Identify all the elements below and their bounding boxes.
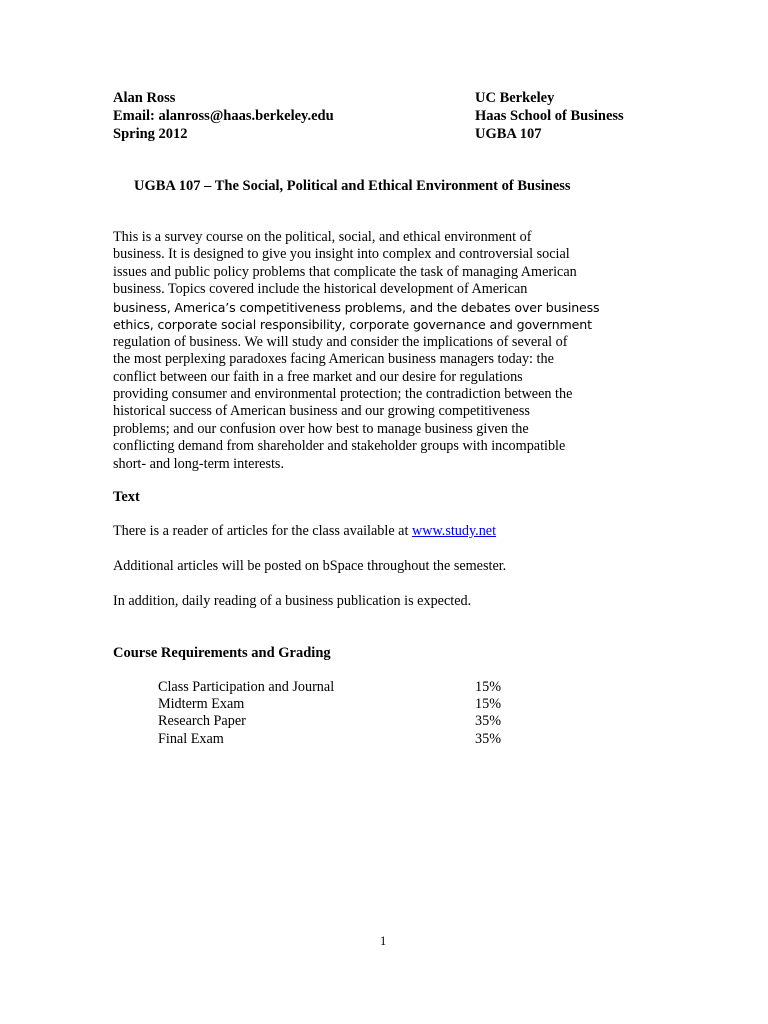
school: Haas School of Business: [475, 108, 624, 124]
text-heading: Text: [113, 489, 140, 505]
reader-sentence: [113, 523, 496, 540]
description-line: ethics, corporate social responsibility, corporate governance and government: [113, 317, 592, 333]
author-name: Alan Ross: [113, 90, 176, 106]
grading-item-label: Research Paper: [158, 713, 246, 729]
description-line: conflicting demand from shareholder and stakeholder groups with incompatible: [113, 438, 566, 455]
grading-item-percent: 35%: [475, 713, 502, 729]
description-line: This is a survey course on the political, social, and ethical environment of: [113, 229, 532, 245]
grading-item-label: Final Exam: [158, 731, 224, 747]
page-number: 1: [380, 934, 387, 948]
term: Spring 2012: [113, 126, 188, 142]
description-line: business. Topics covered include the historical development of American: [113, 281, 528, 298]
description-line: issues and public policy problems that complicate the task of managing American: [113, 263, 577, 280]
grading-row: [158, 696, 502, 713]
reader-text: There is a reader of articles for the class available at: [113, 523, 412, 539]
grading-item-label: Midterm Exam: [158, 696, 245, 712]
study-net-link[interactable]: www.study.net: [411, 523, 497, 539]
grading-row: [158, 731, 502, 748]
daily-reading-note: In addition, daily reading of a business publication is expected.: [113, 593, 472, 609]
description-line: regulation of business. We will study and consider the implications of several of: [113, 333, 568, 350]
grading-item-percent: 15%: [475, 679, 502, 695]
description-line: problems; and our confusion over how best to manage business given the: [113, 420, 529, 437]
grading-row: [158, 679, 502, 696]
description-line: providing consumer and environmental protection; the contradiction between the: [113, 385, 573, 402]
author-email: Email: alanross@haas.berkeley.edu: [113, 108, 334, 124]
description-line: short- and long-term interests.: [113, 455, 284, 472]
description-line: business, America’s competitiveness problems, and the debates over business: [113, 299, 600, 315]
grading-item-label: Class Participation and Journal: [158, 679, 335, 695]
course-title: UGBA 107 – The Social, Political and Ethical Environment of Business: [134, 178, 571, 194]
grading-row: [158, 713, 502, 730]
description-line: conflict between our faith in a free market and our desire for regulations: [113, 368, 523, 385]
course-code: UGBA 107: [475, 126, 542, 142]
description-line: historical success of American business and our growing competitiveness: [113, 403, 530, 420]
description-line: business. It is designed to give you insight into complex and controversial social: [113, 246, 570, 263]
description-line: the most perplexing paradoxes facing American business managers today: the: [113, 351, 554, 368]
grading-item-percent: 35%: [475, 731, 502, 747]
course-description: [113, 229, 599, 473]
university: UC Berkeley: [475, 90, 555, 106]
grading-item-percent: 15%: [475, 696, 502, 712]
grading-heading: Course Requirements and Grading: [113, 645, 331, 661]
additional-articles-note: Additional articles will be posted on bSpace throughout the semester.: [113, 558, 507, 574]
